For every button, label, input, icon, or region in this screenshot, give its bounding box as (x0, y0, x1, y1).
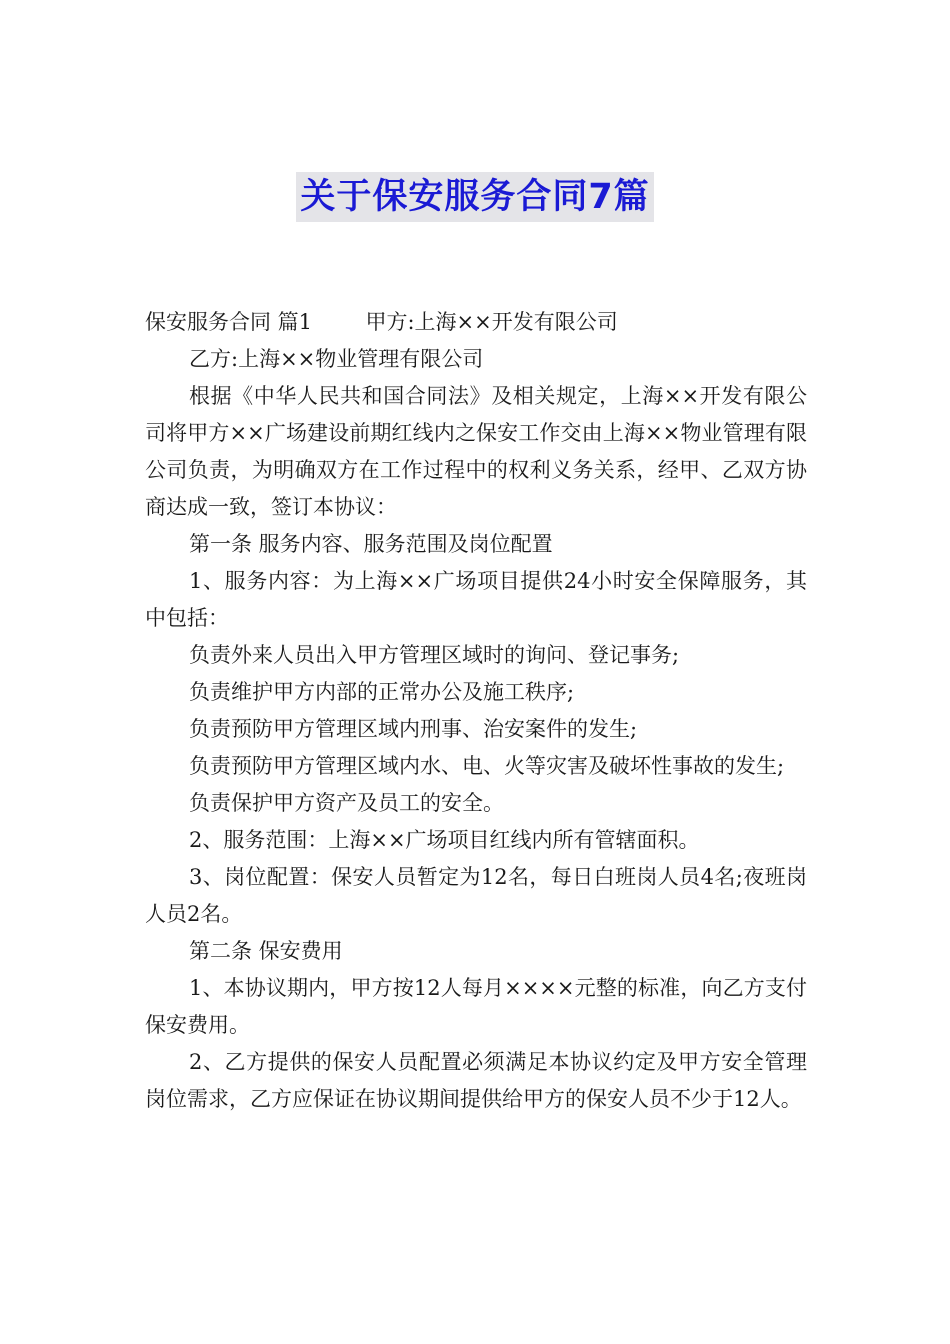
paragraph: 1、服务内容：为上海××广场项目提供24小时安全保障服务，其中包括： (145, 569, 807, 630)
paragraph: 负责保护甲方资产及员工的安全。 (189, 791, 504, 815)
paragraph: 3、岗位配置：保安人员暂定为12名，每日白班岗人员4名;夜班岗人员2名。 (145, 865, 807, 926)
paragraph: 第二条 保安费用 (189, 939, 343, 963)
title-container (0, 172, 950, 222)
paragraph: 负责预防甲方管理区域内水、电、火等灾害及破坏性事故的发生; (189, 754, 785, 778)
paragraph: 乙方:上海××物业管理有限公司 (189, 347, 484, 371)
paragraph: 负责维护甲方内部的正常办公及施工秩序; (189, 680, 575, 704)
document-title: 关于保安服务合同7篇 (296, 172, 653, 222)
paragraph: 2、服务范围：上海××广场项目红线内所有管辖面积。 (189, 828, 700, 852)
paragraph: 保安服务合同 篇1 甲方:上海××开发有限公司 (145, 310, 618, 334)
paragraph: 负责预防甲方管理区域内刑事、治安案件的发生; (189, 717, 638, 741)
paragraph: 负责外来人员出入甲方管理区域时的询问、登记事务; (189, 643, 680, 667)
paragraph: 2、乙方提供的保安人员配置必须满足本协议约定及甲方安全管理岗位需求，乙方应保证在协议期间提供给甲方的保安人员不少于12人。 (145, 1050, 807, 1111)
paragraph: 1、本协议期内，甲方按12人每月××××元整的标准，向乙方支付保安费用。 (145, 976, 807, 1037)
paragraph: 根据《中华人民共和国合同法》及相关规定，上海××开发有限公司将甲方××广场建设前期红线内之保安工作交由上海××物业管理有限公司负责，为明确双方在工作过程中的权利义务关系，经甲、乙双方协商达成一致，签订本协议： (145, 384, 807, 519)
document-body (145, 304, 807, 1118)
paragraph: 第一条 服务内容、服务范围及岗位配置 (189, 532, 553, 556)
